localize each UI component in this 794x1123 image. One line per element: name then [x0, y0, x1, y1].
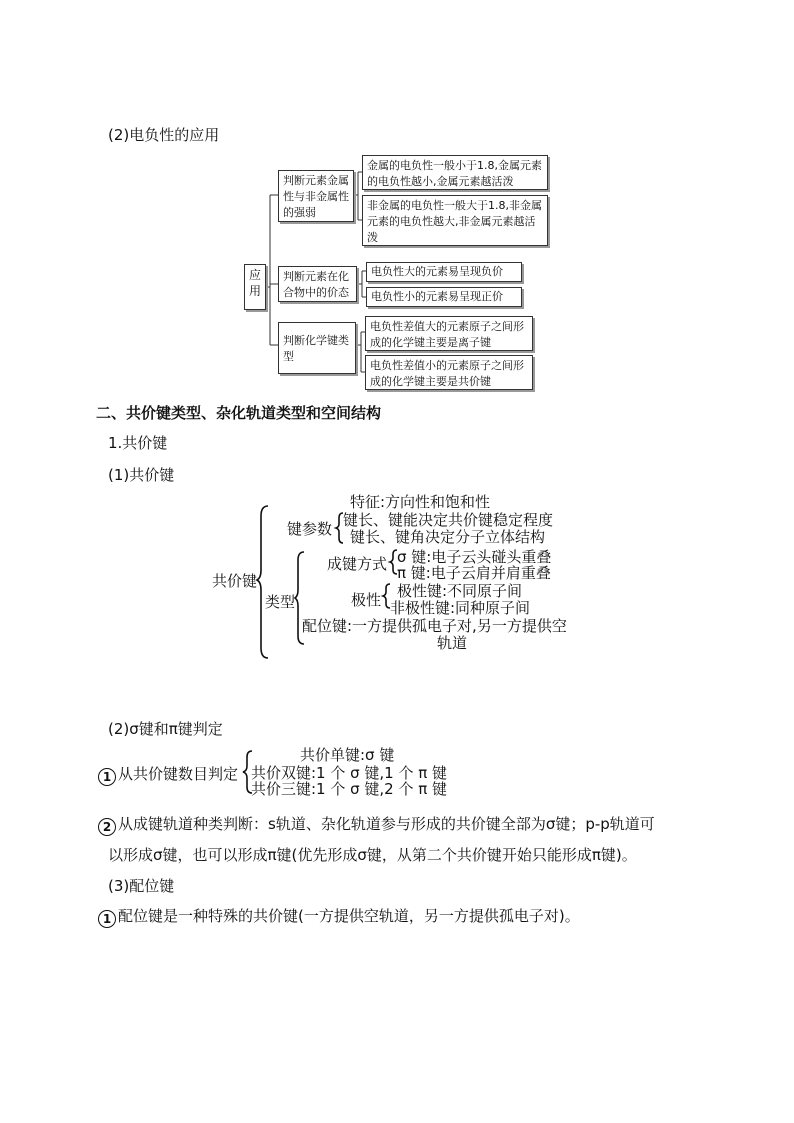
- tree-leaf-sigma: σ 键:电子云头碰头重叠: [397, 548, 552, 566]
- diagram-leaf-nonmetal-electronegativity: 非金属的电负性一般大于1.8,非金属元素的电负性越大,非金属元素越活泼: [362, 195, 548, 246]
- circled-number-1-coord: 1: [98, 910, 116, 928]
- judgment-orbital-text: 从成键轨道种类判断：s轨道、杂化轨道参与形成的共价键全部为σ键；p-p轨道可: [118, 815, 655, 833]
- judgment-double-bond: 共价双键:1 个 σ 键,1 个 π 键: [251, 764, 448, 782]
- tree-leaf-polar: 极性键:不同原子间: [397, 582, 523, 600]
- diagram-leaf-ionic-bond: 电负性差值大的元素原子之间形成的化学键主要是离子键: [365, 316, 533, 351]
- subheading-coordinate-bond: (3)配位键: [108, 877, 175, 895]
- tree-leaf-nonpolar: 非极性键:同种原子间: [390, 599, 531, 617]
- tree-leaf-feature: 特征:方向性和饱和性: [350, 493, 491, 511]
- diagram-leaf-positive-valence: 电负性小的元素易呈现正价: [366, 287, 522, 307]
- diagram-leaf-negative-valence: 电负性大的元素易呈现负价: [366, 262, 522, 282]
- judgment-single-bond: 共价单键:σ 键: [300, 746, 395, 764]
- tree-leaf-param-structure: 键长、键角决定分子立体结构: [350, 528, 546, 546]
- subheading-sigma-pi-judgment: (2)σ键和π键判定: [108, 720, 223, 738]
- judgment-count-text: 从共价键数目判定: [118, 765, 239, 783]
- diagram-leaf-covalent-bond: 电负性差值小的元素原子之间形成的化学键主要是共价键: [365, 355, 533, 390]
- diagram-category-metallicity: 判断元素金属性与非金属性的强弱: [278, 170, 354, 222]
- tree-leaf-coordinate: 配位键:一方提供孤电子对,另一方提供空: [302, 617, 567, 635]
- diagram-category-valence: 判断元素在化合物中的价态: [278, 266, 357, 302]
- tree-node-types: 类型: [265, 593, 296, 611]
- subheading-covalent-bond-1: (1)共价键: [108, 466, 175, 484]
- tree-node-formation: 成键方式: [327, 555, 388, 573]
- tree-root-covalent-bond: 共价键: [212, 572, 258, 590]
- subheading-covalent-bond: 1.共价键: [108, 434, 168, 452]
- circled-number-2: 2: [98, 818, 116, 836]
- tree-node-polarity: 极性: [351, 591, 382, 609]
- diagram-root-application: 应用: [244, 264, 266, 310]
- tree-leaf-pi: π 键:电子云肩并肩重叠: [397, 564, 551, 582]
- judgment-by-orbital-line2: 以形成σ键，也可以形成π键(优先形成σ键，从第二个共价键开始只能形成π键)。: [108, 846, 637, 864]
- judgment-count-label: [98, 763, 238, 786]
- heading-covalent-bond-types: 二、共价键类型、杂化轨道类型和空间结构: [96, 404, 382, 422]
- tree-leaf-param-stability: 键长、键能决定共价键稳定程度: [343, 511, 554, 529]
- judgment-triple-bond: 共价三键:1 个 σ 键,2 个 π 键: [251, 780, 448, 798]
- circled-number-1: 1: [98, 768, 116, 786]
- tree-leaf-coordinate-cont: 轨道: [437, 634, 468, 652]
- section-title-electronegativity-application: (2)电负性的应用: [108, 126, 220, 144]
- tree-node-bond-params: 键参数: [287, 520, 333, 538]
- judgment-by-orbital-line1: [98, 813, 655, 836]
- coordinate-bond-text: 配位键是一种特殊的共价键(一方提供空轨道，另一方提供孤电子对)。: [118, 907, 580, 925]
- diagram-leaf-metal-electronegativity: 金属的电负性一般小于1.8,金属元素的电负性越小,金属元素越活泼: [362, 155, 548, 190]
- diagram-category-bond-type: 判断化学键类型: [278, 322, 356, 374]
- coordinate-bond-definition: [98, 905, 580, 928]
